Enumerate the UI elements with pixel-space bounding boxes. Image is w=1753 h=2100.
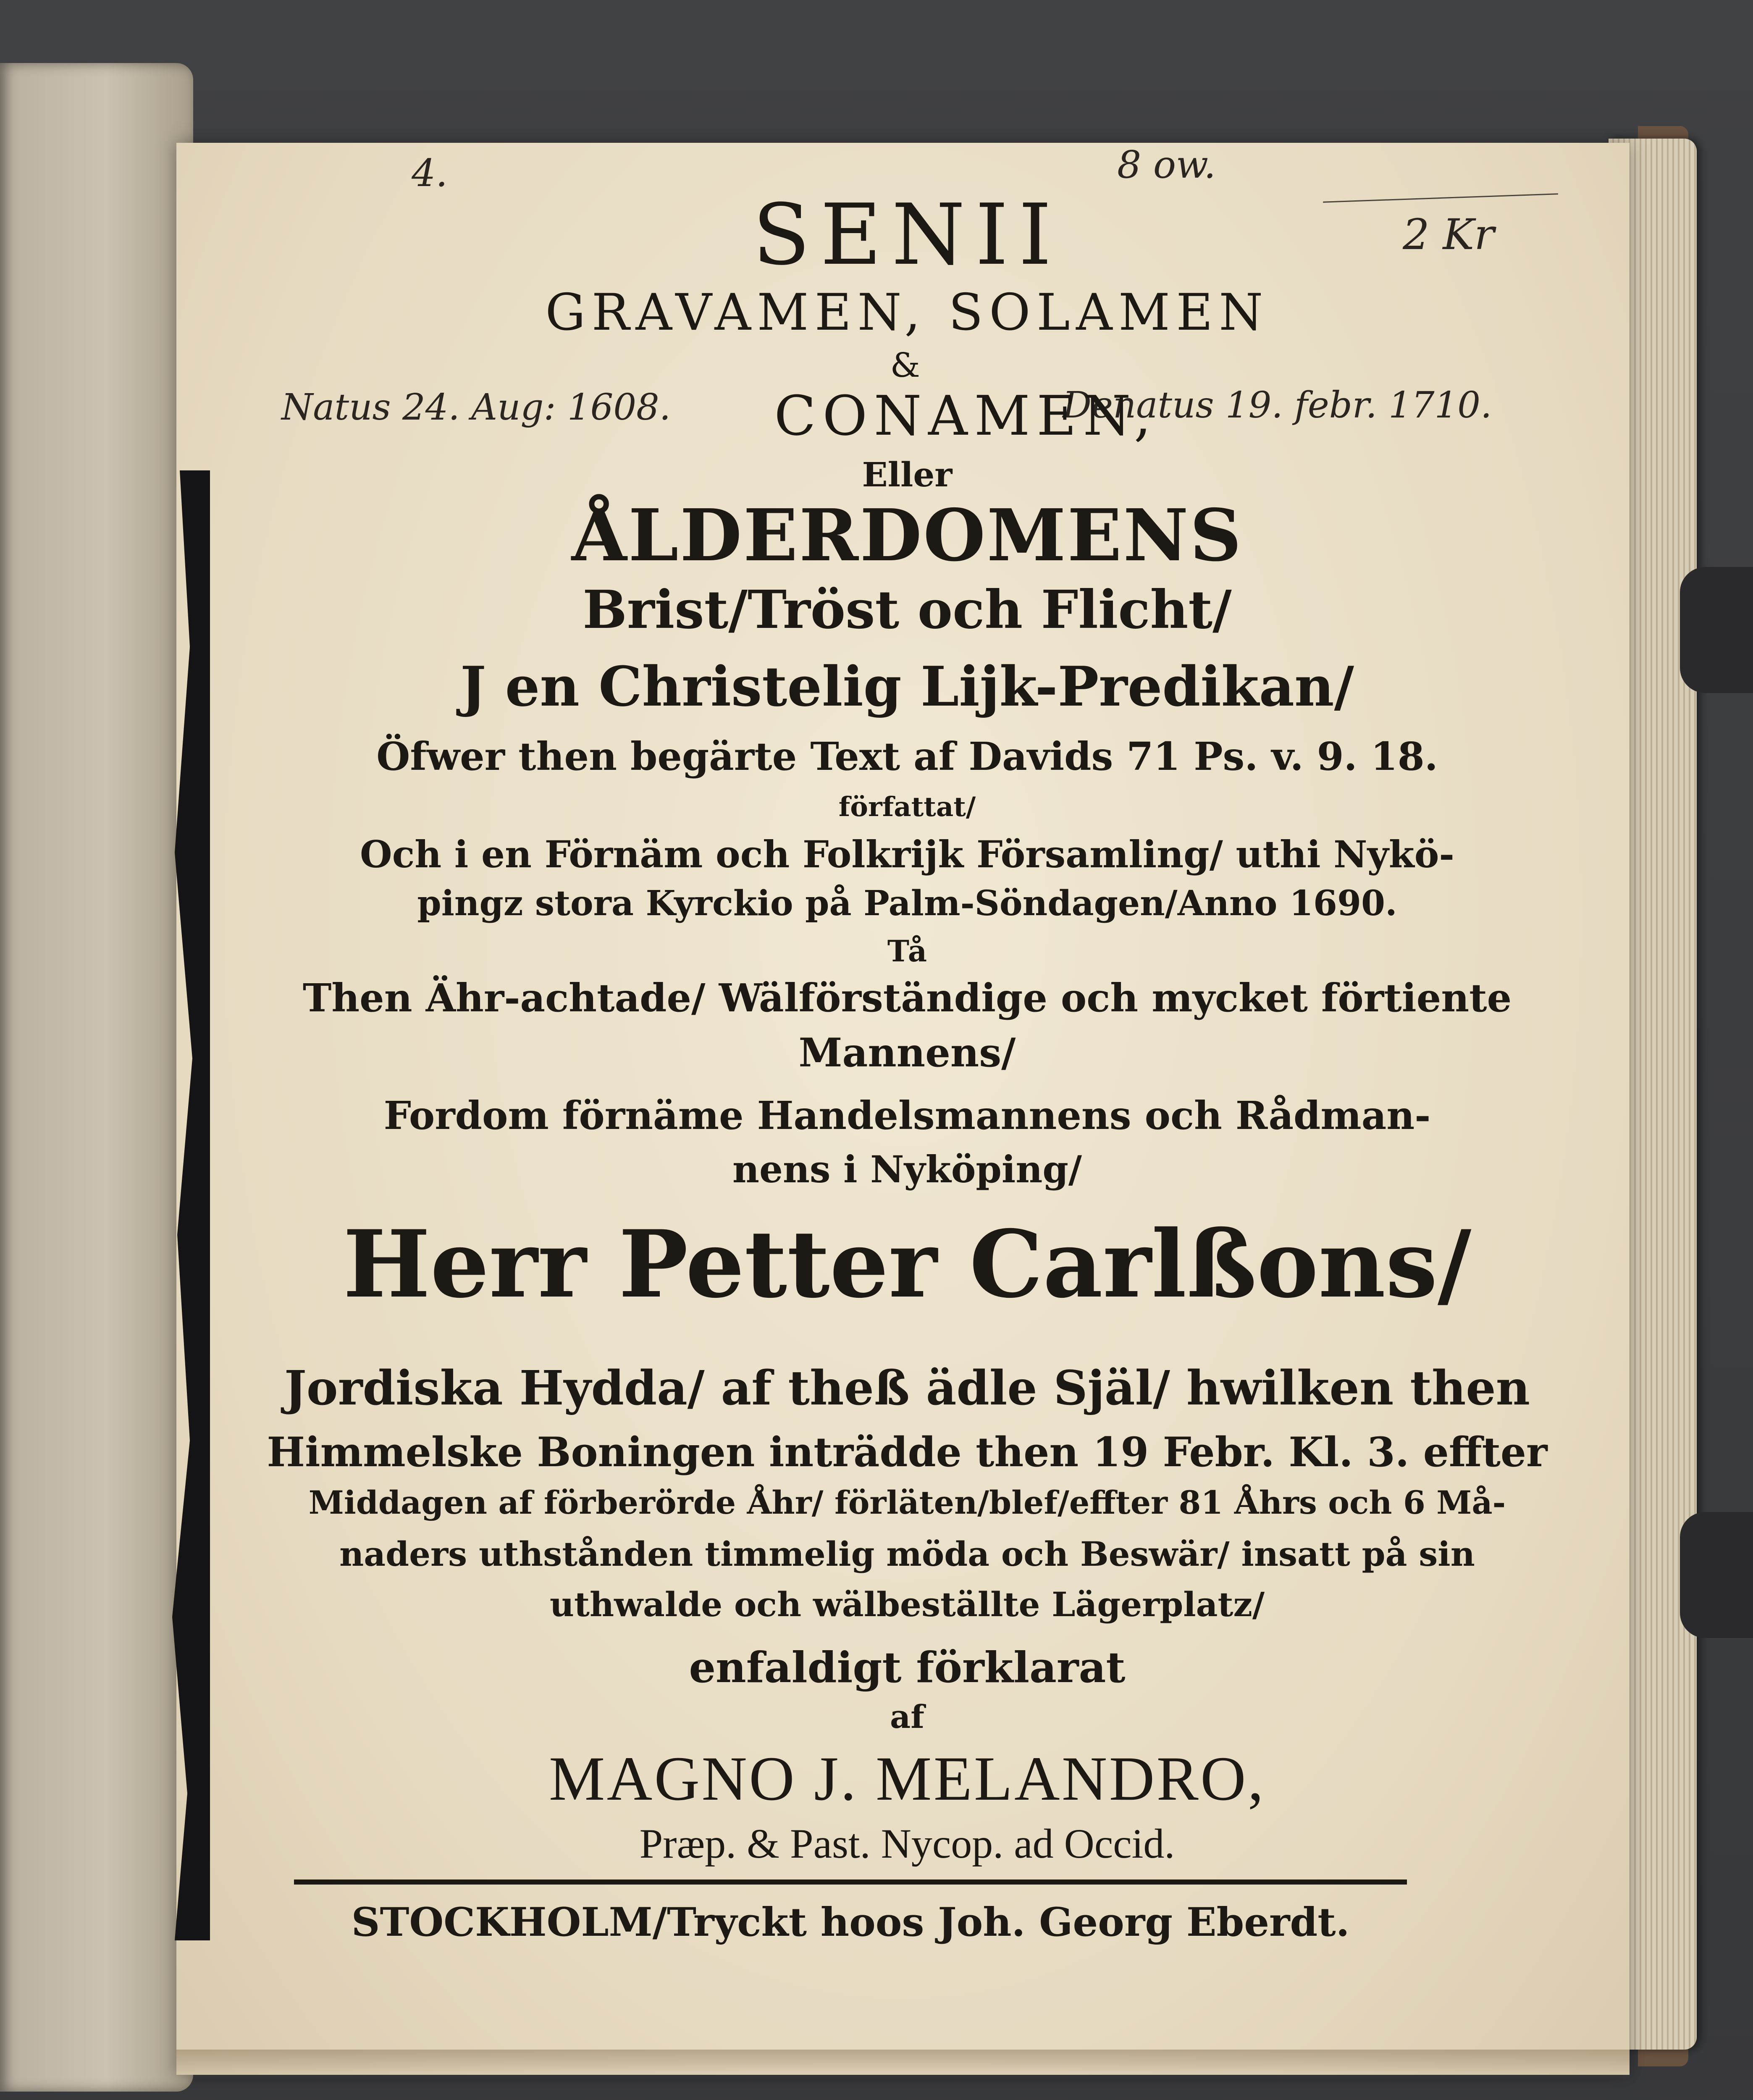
title-handelsmannens: Fordom förnäme Handelsmannens och Rådman- [383,1093,1431,1138]
title-forfattat: författat/ [838,791,976,823]
handwritten-death-note: Denatus 19. febr. 1710. [1063,384,1492,426]
title-enfaldigt: enfaldigt förklarat [689,1643,1126,1692]
title-himmelske: Himmelske Boningen inträdde then 19 Febr. Kl. 3. effter [267,1428,1548,1476]
title-ampersand: & [890,346,924,385]
title-nykoping: nens i Nyköping/ [732,1147,1082,1191]
title-text-davids: Öfwer then begärte Text af Davids 71 Ps. v. 9. 18. [376,734,1438,779]
title-mannens: Mannens/ [798,1030,1016,1076]
author-name: MAGNO J. MELANDRO, [548,1744,1266,1814]
title-conamen: CONAMEN, [774,384,1158,448]
clasp-strap-lower [1680,1512,1753,1638]
page-shadow [176,2050,1630,2079]
title-ahr-achtade: Then Ähr-achtade/ Wälförständige och mycket förtiente [302,975,1512,1021]
title-brist-trost: Brist/Tröst och Flicht/ [583,579,1232,640]
title-lagerplatz: uthwalde och wälbeställte Lägerplatz/ [549,1585,1265,1624]
title-petter-carlsons: Herr Petter Carlßons/ [343,1210,1472,1318]
title-af: af [890,1698,924,1735]
title-gravamen: GRAVAMEN, SOLAMEN [545,284,1269,342]
title-kyrckio: pingz stora Kyrckio på Palm-Söndagen/Anno 1690. [417,883,1397,924]
title-lijk-predikan: J en Christelig Lijk-Predikan/ [460,654,1354,719]
title-text-block [235,168,1579,1953]
imprint-line: STOCKHOLM/Tryckt hoos Joh. Georg Eberdt. [351,1899,1350,1945]
imprint-rule [294,1880,1407,1885]
title-senii: SENII [752,186,1062,284]
title-jordiska-hydda: Jordiska Hydda/ af theß ädle Själ/ hwilken then [284,1361,1530,1416]
facing-page [0,63,193,2092]
handwritten-note-top-right: 2 Kr [1403,210,1494,259]
title-eller: Eller [862,455,953,494]
handwritten-note-top-left: 4. [412,151,448,195]
title-naders: naders uthstånden timmelig möda och Beswär/ insatt på sin [339,1534,1475,1574]
handwritten-note-top-center: 8 ow. [1117,143,1216,187]
title-ta: Tå [887,934,927,969]
handwritten-birth-note: Natus 24. Aug: 1608. [281,386,671,428]
title-middagen: Middagen af förberörde Åhr/ förläten/blef/effter 81 Åhrs och 6 Må- [308,1484,1506,1521]
clasp-strap-upper [1680,567,1753,693]
title-alderdomens: ÅLDERDOMENS [571,494,1243,578]
title-forsamling: Och i en Förnäm och Folkrijk Församling/ uthi Nykö- [360,832,1454,876]
author-title: Præp. & Past. Nycop. ad Occid. [639,1820,1175,1867]
